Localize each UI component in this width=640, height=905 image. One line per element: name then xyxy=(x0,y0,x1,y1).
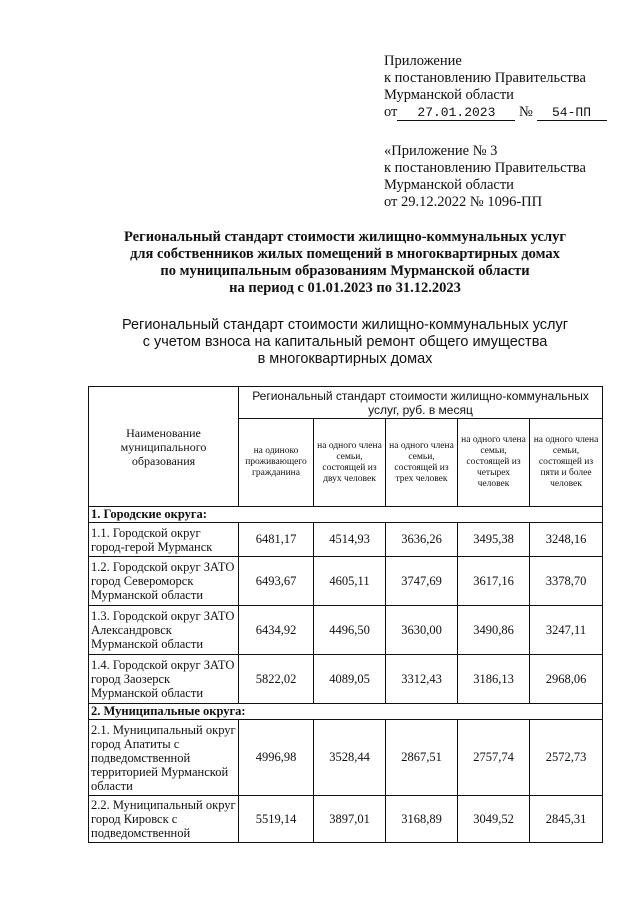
appendix-ref-line: Мурманской области xyxy=(384,177,514,193)
appendix-block xyxy=(384,53,634,121)
table-row xyxy=(89,557,603,606)
value-cell: 3636,26 xyxy=(386,523,458,557)
value-cell: 3528,44 xyxy=(314,720,386,796)
section-row xyxy=(89,704,603,720)
title-line: по муниципальным образованиям Мурманской области xyxy=(160,263,530,279)
value-cell: 5519,14 xyxy=(239,796,314,843)
value-cell: 3747,69 xyxy=(386,557,458,606)
column-header: на одиноко проживающего гражданина xyxy=(239,419,314,507)
value-cell: 3630,00 xyxy=(386,606,458,655)
table-row xyxy=(89,796,603,843)
table-row xyxy=(89,523,603,557)
value-cell: 4089,05 xyxy=(314,655,386,704)
column-header: на одного члена семьи, состоящей из двух человек xyxy=(314,419,386,507)
value-cell: 3495,38 xyxy=(458,523,530,557)
table-row xyxy=(89,606,603,655)
value-cell: 2845,31 xyxy=(530,796,603,843)
value-cell: 6493,67 xyxy=(239,557,314,606)
value-cell: 2867,51 xyxy=(386,720,458,796)
title-line: на период с 01.01.2023 по 31.12.2023 xyxy=(229,280,461,296)
standards-table xyxy=(88,386,603,843)
value-cell: 3897,01 xyxy=(314,796,386,843)
municipality-name: 2.2. Муниципальный округ город Кировск с подведомственной xyxy=(89,796,239,843)
section-label: 2. Муниципальные округа: xyxy=(89,704,603,720)
table-row xyxy=(89,655,603,704)
municipality-name: 1.3. Городской округ ЗАТО Александровск Мурманской области xyxy=(89,606,239,655)
value-cell: 3247,11 xyxy=(530,606,603,655)
document-subtitle xyxy=(40,317,640,368)
value-cell: 6481,17 xyxy=(239,523,314,557)
column-header: на одного члена семьи, состоящей из пяти и более человек xyxy=(530,419,603,507)
appendix-ref-line: «Приложение № 3 xyxy=(384,143,498,159)
municipality-name: 1.4. Городской округ ЗАТО город Заозерск Мурманской области xyxy=(89,655,239,704)
subtitle-line: с учетом взноса на капитальный ремонт общего имущества xyxy=(142,334,548,350)
municipality-name: 1.1. Городской округ город-герой Мурманск xyxy=(89,523,239,557)
date-prefix: от xyxy=(384,104,398,120)
value-cell: 2757,74 xyxy=(458,720,530,796)
value-cell: 3186,13 xyxy=(458,655,530,704)
value-cell: 3312,43 xyxy=(386,655,458,704)
municipality-name: 1.2. Городской округ ЗАТО город Североморск Мурманской области xyxy=(89,557,239,606)
appendix-date-line xyxy=(384,104,634,121)
section-label: 1. Городские округа: xyxy=(89,507,603,523)
appendix-ref-line: от 29.12.2022 № 1096-ПП xyxy=(384,194,543,210)
appendix-line: к постановлению Правительства xyxy=(384,70,586,86)
section-row xyxy=(89,507,603,523)
value-cell: 3378,70 xyxy=(530,557,603,606)
value-cell: 4605,11 xyxy=(314,557,386,606)
title-line: для собственников жилых помещений в многоквартирных домах xyxy=(130,246,560,262)
document-title xyxy=(40,229,640,297)
appendix-line: Приложение xyxy=(384,53,462,69)
value-cell: 3248,16 xyxy=(530,523,603,557)
municipality-name: 2.1. Муниципальный округ город Апатиты с подведомственной территорией Мурманской области xyxy=(89,720,239,796)
title-line: Региональный стандарт стоимости жилищно-коммунальных услуг xyxy=(124,229,566,245)
appendix-ref-block xyxy=(384,143,634,211)
decree-date: 27.01.2023 xyxy=(397,106,515,121)
standard-group-header: Региональный стандарт стоимости жилищно-коммунальных услуг, руб. в месяц xyxy=(239,387,603,419)
value-cell: 2968,06 xyxy=(530,655,603,704)
value-cell: 4514,93 xyxy=(314,523,386,557)
column-header: на одного члена семьи, состоящей из четырех человек xyxy=(458,419,530,507)
value-cell: 4496,50 xyxy=(314,606,386,655)
value-cell: 6434,92 xyxy=(239,606,314,655)
subtitle-line: в многоквартирных домах xyxy=(257,351,433,367)
appendix-ref-line: к постановлению Правительства xyxy=(384,160,586,176)
appendix-line: Мурманской области xyxy=(384,87,514,103)
value-cell: 2572,73 xyxy=(530,720,603,796)
value-cell: 3049,52 xyxy=(458,796,530,843)
value-cell: 3490,86 xyxy=(458,606,530,655)
number-prefix: № xyxy=(519,104,533,120)
value-cell: 3617,16 xyxy=(458,557,530,606)
municipality-header: Наименование муниципального образования xyxy=(89,387,239,507)
table-row xyxy=(89,720,603,796)
subtitle-line: Региональный стандарт стоимости жилищно-коммунальных услуг xyxy=(121,317,569,333)
value-cell: 3168,89 xyxy=(386,796,458,843)
value-cell: 4996,98 xyxy=(239,720,314,796)
decree-number: 54-ПП xyxy=(537,106,607,121)
value-cell: 5822,02 xyxy=(239,655,314,704)
column-header: на одного члена семьи, состоящей из трех человек xyxy=(386,419,458,507)
